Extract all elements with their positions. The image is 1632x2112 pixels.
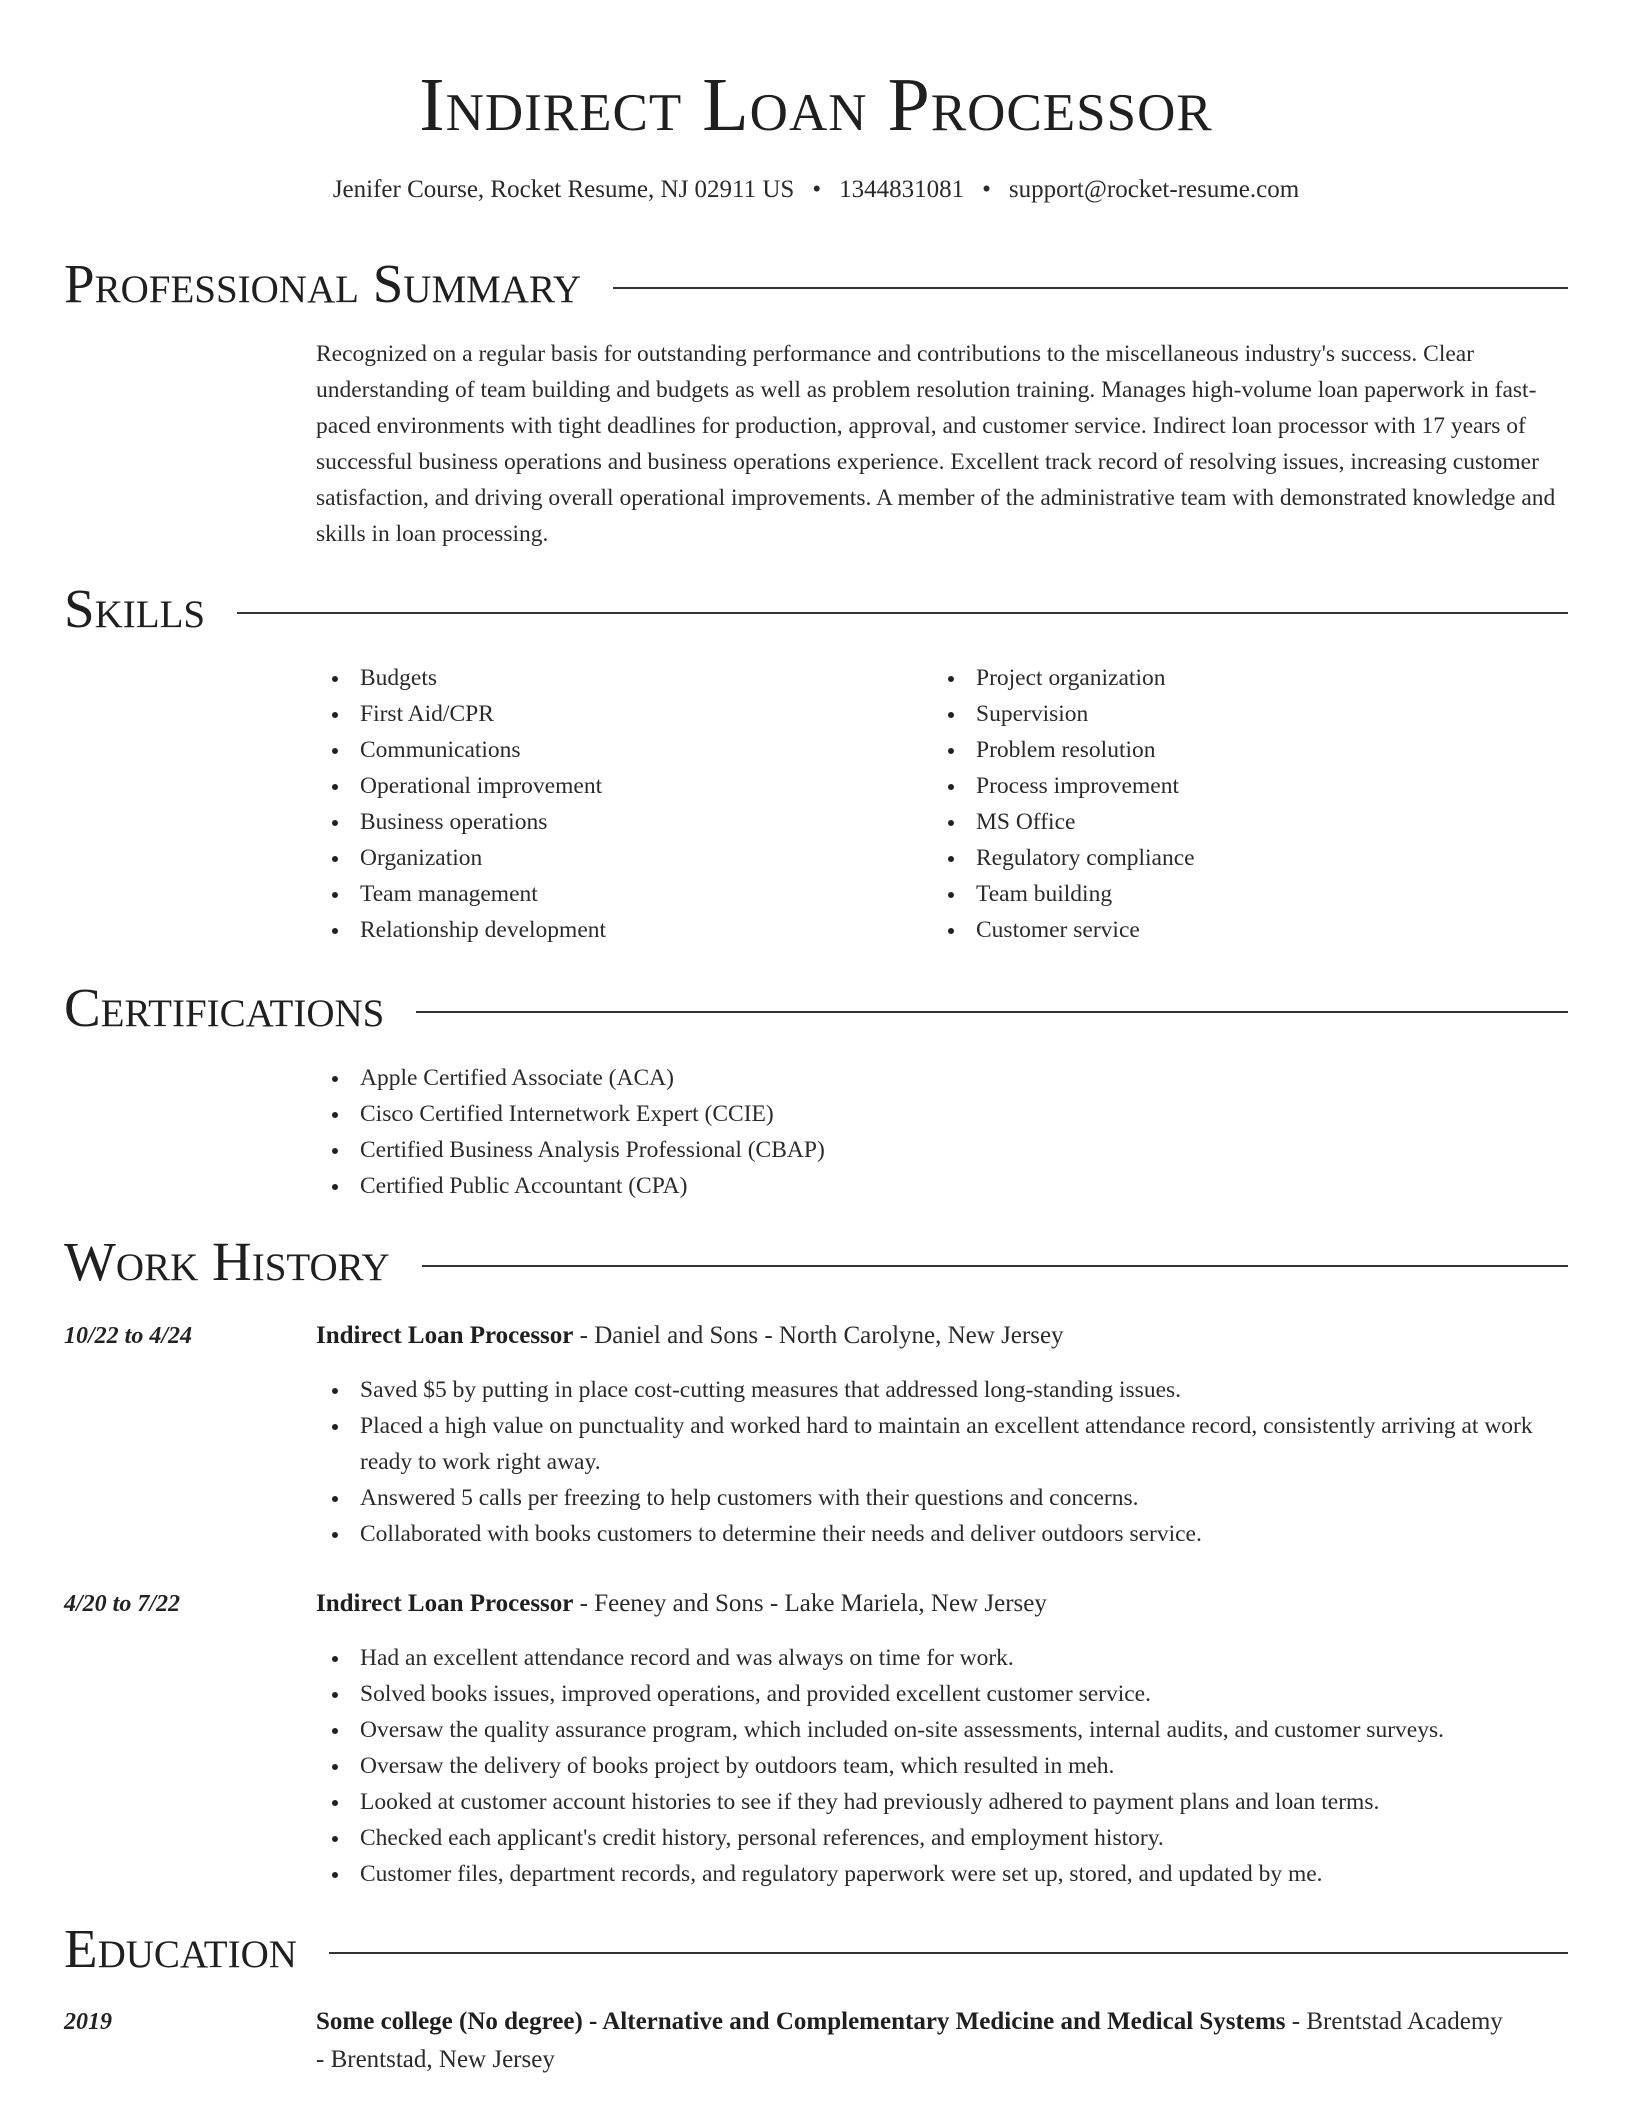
section-divider <box>329 1952 1568 1954</box>
job-heading <box>316 1585 1568 1623</box>
separator-dot: • <box>982 176 991 203</box>
skill-item: Relationship development <box>316 912 916 948</box>
skill-item: Communications <box>316 732 916 768</box>
education-entry <box>316 2003 1516 2079</box>
section-divider <box>613 287 1568 289</box>
job-bullet: Placed a high value on punctuality and worked hard to maintain an excellent attendance record, consistently arriving at work ready to work right away. <box>316 1408 1568 1480</box>
contact-line <box>0 172 1632 208</box>
job-bullet: Collaborated with books customers to determine their needs and deliver outdoors service. <box>316 1516 1568 1552</box>
contact-phone: 1344831081 <box>839 176 965 203</box>
work-history-section-heading <box>64 1230 1568 1294</box>
skill-item: Process improvement <box>932 768 1532 804</box>
education-section-heading <box>64 1917 1568 1981</box>
job-dates: 4/20 to 7/22 <box>64 1591 181 1617</box>
section-divider <box>422 1265 1568 1267</box>
skills-list-left <box>316 660 916 948</box>
job-employer-location: - Feeney and Sons - Lake Mariela, New Jersey <box>573 1590 1047 1617</box>
skills-section-heading <box>64 577 1568 641</box>
job-bullet: Checked each applicant's credit history, personal references, and employment history. <box>316 1820 1568 1856</box>
separator-dot: • <box>812 176 822 203</box>
job-title: Indirect Loan Processor <box>316 1590 574 1617</box>
skill-item: Team management <box>316 876 916 912</box>
education-degree: Some college (No degree) - Alternative and Complementary Medicine and Medical Systems <box>316 2008 1286 2035</box>
education-year: 2019 <box>64 2009 112 2035</box>
job-bullet: Answered 5 calls per freezing to help customers with their questions and concerns. <box>316 1480 1568 1516</box>
contact-email[interactable]: support@rocket-resume.com <box>1008 176 1300 203</box>
work-history-heading-label: Work History <box>64 1231 390 1292</box>
section-divider <box>416 1011 1568 1013</box>
contact-address: Jenifer Course, Rocket Resume, NJ 02911 US <box>332 176 795 203</box>
job-bullets <box>316 1640 1568 1892</box>
summary-heading-label: Professional Summary <box>64 253 582 314</box>
summary-text: Recognized on a regular basis for outstanding performance and contributions to the miscellaneous industry's success. Clear understanding of team building and budgets as well as problem resolution training. Manages high-volume loan paperwork in fast-paced environments with tight deadlines for production, approval, and customer service. Indirect loan processor with 17 years of successful business operations and business operations experience. Excellent track record of resolving issues, increasing customer satisfaction, and driving overall operational improvements. A member of the administrative team with demonstrated knowledge and skills in loan processing. <box>316 341 1556 547</box>
job-bullet: Oversaw the delivery of books project by outdoors team, which resulted in meh. <box>316 1748 1568 1784</box>
skill-item: Supervision <box>932 696 1532 732</box>
certifications-list <box>316 1060 1568 1204</box>
skill-item: Budgets <box>316 660 916 696</box>
job-title: Indirect Loan Processor <box>316 1322 574 1349</box>
job-employer-location: - Daniel and Sons - North Carolyne, New Jersey <box>573 1322 1064 1349</box>
job-bullet: Oversaw the quality assurance program, which included on-site assessments, internal audits, and customer surveys. <box>316 1712 1568 1748</box>
certification-item: Apple Certified Associate (ACA) <box>316 1060 1568 1096</box>
job-bullets <box>316 1372 1568 1552</box>
education-school-location: - Brentstad Academy - Brentstad, New Jersey <box>316 2008 1503 2073</box>
section-divider <box>237 612 1568 614</box>
education-heading-label: Education <box>64 1918 297 1979</box>
skill-item: Problem resolution <box>932 732 1532 768</box>
certification-item: Certified Business Analysis Professional (CBAP) <box>316 1132 1568 1168</box>
skill-item: Customer service <box>932 912 1532 948</box>
certification-item: Certified Public Accountant (CPA) <box>316 1168 1568 1204</box>
job-heading <box>316 1317 1568 1355</box>
skill-item: First Aid/CPR <box>316 696 916 732</box>
skill-item: Regulatory compliance <box>932 840 1532 876</box>
job-bullet: Customer files, department records, and regulatory paperwork were set up, stored, and updated by me. <box>316 1856 1568 1892</box>
certifications-section-heading <box>64 976 1568 1040</box>
summary-section-heading <box>64 252 1568 316</box>
skills-list-right <box>932 660 1532 948</box>
resume-title: Indirect Loan Processor <box>419 63 1213 147</box>
skill-item: Operational improvement <box>316 768 916 804</box>
job-bullet: Had an excellent attendance record and was always on time for work. <box>316 1640 1568 1676</box>
job-bullet: Saved $5 by putting in place cost-cutting measures that addressed long-standing issues. <box>316 1372 1568 1408</box>
job-bullet: Looked at customer account histories to see if they had previously adhered to payment plans and loan terms. <box>316 1784 1568 1820</box>
skill-item: Team building <box>932 876 1532 912</box>
job-bullet: Solved books issues, improved operations, and provided excellent customer service. <box>316 1676 1568 1712</box>
certification-item: Cisco Certified Internetwork Expert (CCIE) <box>316 1096 1568 1132</box>
skill-item: Organization <box>316 840 916 876</box>
skill-item: Project organization <box>932 660 1532 696</box>
certifications-heading-label: Certifications <box>64 977 385 1038</box>
skill-item: MS Office <box>932 804 1532 840</box>
job-dates: 10/22 to 4/24 <box>64 1323 193 1349</box>
skill-item: Business operations <box>316 804 916 840</box>
skills-heading-label: Skills <box>64 578 206 639</box>
